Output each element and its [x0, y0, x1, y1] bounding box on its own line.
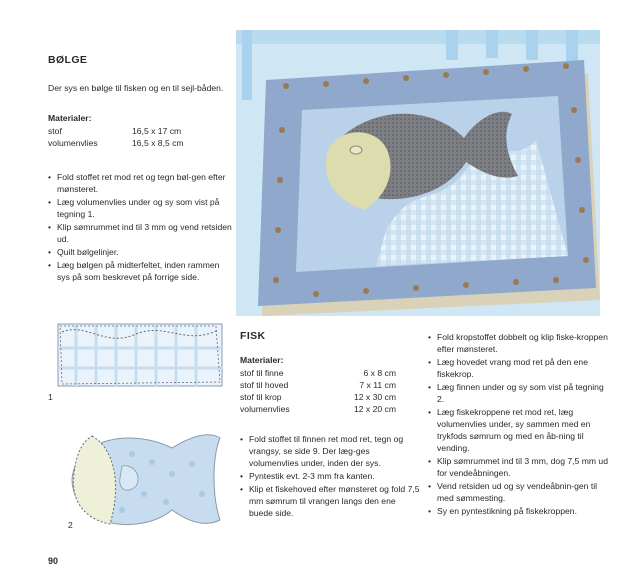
step-item: • Fold kropstoffet dobbelt og klip fiske-kroppen efter mønsteret. [428, 331, 608, 355]
bolge-section [48, 54, 233, 284]
step-item: • Læg bølgen på midterfeltet, inden rammen sys på som beskrevet på forrige side. [48, 259, 233, 283]
wave-sketch [46, 318, 230, 412]
material-size: 16,5 x 8,5 cm [132, 138, 184, 148]
material-size: 12 x 20 cm [353, 404, 396, 414]
step-item: • Vend retsiden ud og sy vendeåbnin-gen til med sømmesting. [428, 480, 608, 504]
bolge-materials-heading: Materialer: [48, 113, 92, 123]
wave-drawing [46, 318, 230, 412]
fisk-section [240, 330, 420, 520]
fisk-continued [428, 331, 608, 518]
step-item: • Fold stoffet til finnen ret mod ret, tegn og vrangsy, se side 9. Der læg-ges volumenvlies under, inden der sys. [240, 433, 420, 469]
fisk-heading: FISK [240, 330, 266, 342]
material-name: stof til hoved [240, 380, 289, 390]
step-item: • Læg hovedet vrang mod ret på den ene fiskekrop. [428, 356, 608, 380]
fisk-materials-heading: Materialer: [240, 355, 284, 365]
material-row [240, 403, 420, 415]
step-item: • Quilt bølgelinjer. [48, 246, 233, 258]
quilt-photo [236, 30, 600, 316]
material-row [240, 379, 420, 391]
fisk-steps [240, 433, 420, 519]
fish-sketch [62, 424, 227, 536]
figure-number-1: 1 [48, 392, 53, 402]
material-size: 7 x 11 cm [359, 380, 396, 390]
material-name: stof til krop [240, 392, 282, 402]
material-row [240, 367, 420, 379]
material-name: stof til finne [240, 368, 284, 378]
bolge-steps [48, 171, 233, 283]
material-row [48, 137, 233, 149]
material-size: 6 x 8 cm [363, 368, 396, 378]
step-item: • Sy en pyntestikning på fiskekroppen. [428, 505, 608, 517]
step-item: • Klip sømrummet ind til 3 mm og vend retsiden ud. [48, 221, 233, 245]
material-size: 16,5 x 17 cm [132, 126, 182, 136]
step-item: • Fold stoffet ret mod ret og tegn bøl-gen efter mønsteret. [48, 171, 233, 195]
page-number: 90 [48, 556, 59, 566]
step-item: • Klip et fiskehoved efter mønsteret og fold 7,5 mm sømrum til vrangen langs den ene buede side. [240, 483, 420, 519]
step-item: • Klip sømrummet ind til 3 mm, dog 7,5 mm ud for vendeåbningen. [428, 455, 608, 479]
fisk-steps-continued [428, 331, 608, 517]
quilt-photo-illustration [236, 30, 600, 316]
material-name: volumenvlies [48, 138, 98, 148]
figure-number-2: 2 [68, 520, 73, 530]
step-item: • Læg volumenvlies under og sy som vist på tegning 1. [48, 196, 233, 220]
material-name: stof [48, 126, 62, 136]
material-row [48, 125, 233, 137]
bolge-heading: BØLGE [48, 54, 88, 66]
fish-drawing [62, 424, 227, 536]
material-name: volumenvlies [240, 404, 290, 414]
bolge-intro: Der sys en bølge til fisken og en til sejl-båden. [48, 83, 224, 93]
step-item: • Læg fiskekroppene ret mod ret, læg volumenvlies under, sy sammen med en trykfods sømrum og med en åb-ning til vending. [428, 406, 608, 454]
step-item: • Pyntestik evt. 2-3 mm fra kanten. [240, 470, 420, 482]
material-size: 12 x 30 cm [353, 392, 396, 402]
step-item: • Læg finnen under og sy som vist på tegning 2. [428, 381, 608, 405]
material-row [240, 391, 420, 403]
